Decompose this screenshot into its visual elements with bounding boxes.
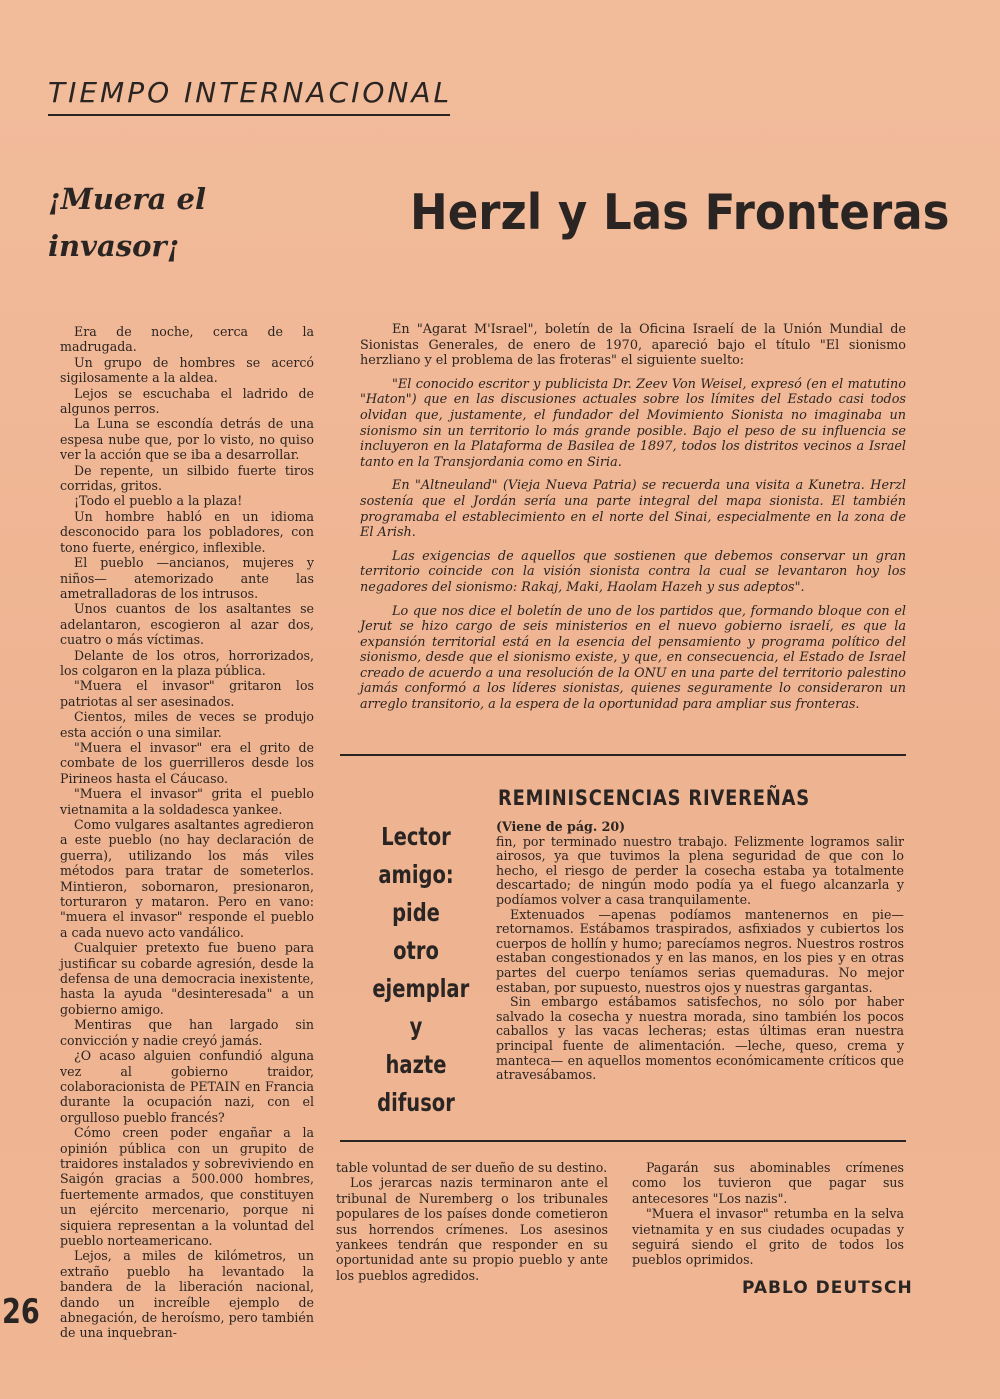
paragraph: Cientos, miles de veces se produjo esta acción o una similar. <box>60 709 314 740</box>
paragraph: Pagarán sus abominables crímenes como los tuvieron que pagar sus antecesores "Los nazis". <box>632 1160 904 1206</box>
paragraph: Lejos se escuchaba el ladrido de algunos perros. <box>60 385 314 417</box>
paragraph: Como vulgares asaltantes agredieron a este pueblo (no hay declaración de guerra), utilizando los más viles métodos para tratar de someterlos. Mintieron, sobornaron, presionaron, torturaron y mataron. Pero en vano: "muera el invasor" responde el pueblo a cada nuevo acto vandálico. <box>60 817 314 940</box>
paragraph: Era de noche, cerca de la madrugada. <box>60 324 314 355</box>
quote-paragraph: "El conocido escritor y publicista Dr. Zeev Von Weisel, expresó (en el matutino "Haton") que en las discusiones actuales sobre los límites del Estado casi todos olvidan que, justamente, el fundador del Movimiento Sionista no imaginaba un sionismo sin un territorio lo más grande posible. Bajo el peso de su influencia se incluyeron en la Plataforma de Basilea de 1897, todos los distritos vecinos a Israel tanto en la Transjordania como en Siria. <box>360 376 906 470</box>
reminiscencias-title: REMINISCENCIAS RIVEREÑAS <box>498 786 810 810</box>
promo-line: difusor <box>377 1088 455 1117</box>
kicker-title: ¡Muera el invasor¡ <box>48 182 206 263</box>
promo-line: Lector <box>381 822 451 851</box>
paragraph: Sin embargo estábamos satisfechos, no sólo por haber salvado la cosecha y nuestra morada, sino también los pocos caballos y las vacas lecheras; estas últimas eran nuestra principal fuente de alimentación. —leche, queso, crema y manteca— en aquellos momentos económicamente críticos que atravesábamos. <box>496 994 904 1083</box>
paragraph: table voluntad de ser dueño de su destino. <box>336 1160 608 1175</box>
paragraph: El pueblo —ancianos, mujeres y niños— atemorizado ante las ametralladoras de los intrusos. <box>60 555 314 601</box>
bottom-divider <box>340 1140 906 1142</box>
promo-line: y <box>409 1012 423 1041</box>
quote-paragraph: En "Altneuland" (Vieja Nueva Patria) se recuerda una visita a Kunetra. Herzl sostenía que el Jordán sería una parte integral del mapa sionista. El también programaba el establecimiento en el norte del Sinai, especialmente en la zona de El Arish. <box>360 478 906 541</box>
page-number: 26 <box>2 1292 40 1332</box>
paragraph: De repente, un silbido fuerte tiros corridas, gritos. <box>60 462 314 494</box>
section-divider <box>340 754 906 756</box>
paragraph: Mentiras que han largado sin convicción y nadie creyó jamás. <box>60 1017 314 1048</box>
author-signature: PABLO DEUTSCH <box>742 1278 913 1298</box>
paragraph: ¿O acaso alguien confundió alguna vez al gobierno traidor, colaboracionista de PETAIN en Francia durante la ocupación nazi, con el orgulloso pueblo francés? <box>60 1048 314 1125</box>
continued-note: (Viene de pág. 20) <box>496 819 626 834</box>
paragraph: "Muera el invasor" gritaron los patriotas al ser asesinados. <box>60 678 314 709</box>
reminiscencias-article <box>496 820 904 1083</box>
promo-line: pide <box>392 898 440 927</box>
paragraph: ¡Todo el pueblo a la plaza! <box>74 493 243 509</box>
bottom-column-2 <box>632 1160 904 1268</box>
paragraph: Un hombre habló en un idioma desconocido para los pobladores, con tono fuerte, enérgico, inflexible. <box>60 508 314 555</box>
paragraph: Los jerarcas nazis terminaron ante el tribunal de Nuremberg o los tribunales populares de los países donde cometieron sus horrendos crímenes. Los asesinos yankees tendrán que responder en su oportunidad ante su propio pueblo y ante los pueblos agredidos. <box>336 1175 608 1283</box>
paragraph: Extenuados —apenas podíamos mantenernos en pie— retornamos. Estábamos traspirados, asfixiados y cubiertos los cuerpos de hollín y humo; parecíamos negros. Nuestros rostros estaban congestionados y en las manos, en los pies y en otras partes del cuerpo teníamos serias quemaduras. No mejor estaban, por supuesto, nuestros ojos y nuestras gargantas. <box>496 906 904 995</box>
promo-line: amigo: <box>378 860 454 889</box>
quote-paragraph: Lo que nos dice el boletín de uno de los partidos que, formando bloque con el Jerut se hizo cargo de seis ministerios en el nuevo gobierno israelí, es que la expansión territorial está en la esencia del pensamiento y programa político del sionismo, desde que el sionismo existe, y que, en consecuencia, el Estado de Israel creado de acuerdo a una resolución de la ONU en una parte del territorio palestino jamás conformó a los líderes sionistas, quienes seguramente lo consideraron un arreglo transitorio, a la espera de la oportunidad para ampliar sus fronteras. <box>360 603 906 713</box>
headline: Herzl y Las Fronteras <box>410 184 950 241</box>
promo-box <box>372 818 470 1122</box>
paragraph: "Muera el invasor" era el grito de combate de los guerrilleros desde los Pirineos hasta el Cáucaso. <box>60 739 314 786</box>
promo-line: ejemplar <box>372 974 470 1003</box>
paragraph: Lejos, a miles de kilómetros, un extraño pueblo ha levantado la bandera de la liberación nacional, dando un increíble ejemplo de abnegación, de heroísmo, pero también de una inquebran- <box>60 1248 314 1341</box>
quote-paragraph: Las exigencias de aquellos que sostienen que debemos conservar un gran territorio coincide con la visión sionista contra la cual se levantaron hoy los negadores del sionismo: Rakaj, Maki, Haolam Hazeh y sus adeptos". <box>360 548 906 595</box>
promo-line: hazte <box>385 1050 447 1079</box>
promo-line: otro <box>393 936 439 965</box>
section-label: TIEMPO INTERNACIONAL <box>48 76 453 109</box>
paragraph: Unos cuantos de los asaltantes se adelantaron, escogieron al azar dos, cuatro o más víctimas. <box>60 601 314 648</box>
herzl-article <box>360 322 906 721</box>
paragraph: La Luna se escondía detrás de una espesa nube que, por lo visto, no quiso ver la acción que se iba a desarrollar. <box>60 416 314 463</box>
paragraph: Cómo creen poder engañar a la opinión pública con un grupito de traidores instalados y sobreviviendo en Saigón gracias a 500.000 hombres, fuertemente armados, que constituyen un ejército mercenario, porque ni siquiera representan a la voluntad del pueblo norteamericano. <box>60 1125 314 1248</box>
paragraph: En "Agarat M'Israel", boletín de la Oficina Israelí de la Unión Mundial de Sionistas Generales, de enero de 1970, apareció bajo el título "El sionismo herzliano y el problema de las froteras" el siguiente suelto: <box>360 322 906 369</box>
paragraph: fin, por terminado nuestro trabajo. Felizmente logramos salir airosos, ya que tuvimos la plena seguridad de que con lo hecho, el riesgo de perder la cosecha estaba ya totalmente descartado; de ningún modo podía ya el fuego alcanzarla y podíamos volver a casa tranquilamente. <box>496 833 904 907</box>
bottom-column-1 <box>336 1160 608 1283</box>
paragraph: "Muera el invasor" retumba en la selva vietnamita y en sus ciudades ocupadas y seguirá siendo el grito de todos los pueblos oprimidos. <box>632 1206 904 1268</box>
paragraph: "Muera el invasor" grita el pueblo vietnamita a la soldadesca yankee. <box>60 786 314 817</box>
paragraph: Cualquier pretexto fue bueno para justificar su cobarde agresión, desde la defensa de una democracia inexistente, hasta la ayuda "desinteresada" a un gobierno amigo. <box>60 940 314 1017</box>
section-rule <box>48 114 450 116</box>
paragraph: Delante de los otros, horrorizados, los colgaron en la plaza pública. <box>60 647 314 678</box>
paragraph: Un grupo de hombres se acercó sigilosamente a la aldea. <box>60 354 314 386</box>
left-column-article <box>60 324 314 1341</box>
